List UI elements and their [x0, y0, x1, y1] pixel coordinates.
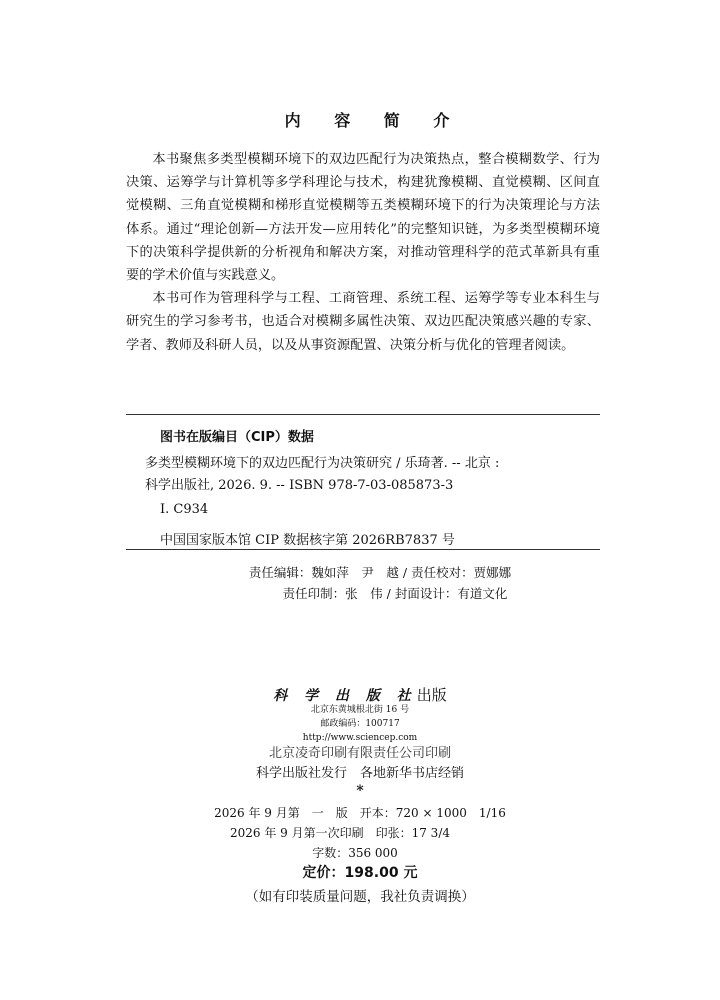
- summary-paragraph-1: 本书聚焦多类型模糊环境下的双边匹配行为决策热点，整合模糊数学、行为决策、运筹学与计算机等多学科理论与技术，构建犹豫模糊、直觉模糊、区间直觉模糊、三角直觉模糊和梯形直觉模糊等五类模糊环境下的行为决策理论与方法体系。通过“理论创新—方法开发—应用转化”的完整知识链，为多类型模糊环境下的决策科学提供新的分析视角和解决方案，对推动管理科学的范式革新具有重要的学术价值与实践意义。: [126, 152, 600, 284]
- publisher-website: http://www.sciencep.com: [302, 733, 418, 743]
- printer-line: 北京凌奇印刷有限责任公司印刷: [268, 746, 451, 761]
- price: 定价：198.00 元: [302, 865, 418, 881]
- cip-record-line-2: 科学出版社, 2026. 9. -- ISBN 978-7-03-085873-3: [145, 478, 454, 493]
- word-count: 字数：356 000: [312, 846, 398, 860]
- publisher-address: 北京东黄城根北街 16 号: [310, 705, 410, 715]
- cip-top-rule: [126, 414, 600, 415]
- publisher-suffix: 出版: [416, 686, 447, 704]
- quality-notice: （如有印装质量问题，我社负责调换）: [245, 889, 475, 905]
- separator-star: *: [356, 783, 364, 799]
- cip-bottom-rule: [126, 549, 600, 550]
- cip-heading: 图书在版编目（CIP）数据: [160, 430, 314, 445]
- production-credits: 责任印制：张 伟 / 封面设计：有道文化: [282, 586, 508, 601]
- publisher-line: [0, 684, 720, 705]
- edition-line-1: 2026 年 9 月第 一 版 开本：720 × 1000 1/16: [214, 806, 506, 820]
- cip-classification: Ⅰ. C934: [160, 502, 209, 517]
- cip-record-line-1: 多类型模糊环境下的双边匹配行为决策研究 / 乐琦著. -- 北京 :: [145, 456, 500, 471]
- editor-credits: 责任编辑：魏如萍 尹 越 / 责任校对：贾娜娜: [248, 565, 512, 580]
- edition-line-2: 2026 年 9 月第一次印刷 印张：17 3/4: [229, 826, 450, 840]
- summary-paragraph-2: 本书可作为管理科学与工程、工商管理、系统工程、运筹学等专业本科生与研究生的学习参考书，也适合对模糊多属性决策、双边匹配决策感兴趣的专家、学者、教师及科研人员，以及从事资源配置、决策分析与优化的管理者阅读。: [126, 291, 600, 353]
- cip-approval-number: 中国国家版本馆 CIP 数据核字第 2026RB7837 号: [160, 533, 455, 548]
- publisher-logo-text: 科 学 出 版 社: [273, 688, 417, 704]
- summary-section: [126, 148, 600, 357]
- publisher-zip: 邮政编码：100717: [320, 719, 400, 729]
- page-title: 内 容 简 介: [284, 111, 464, 130]
- distribution-line: 科学出版社发行 各地新华书店经销: [255, 766, 464, 781]
